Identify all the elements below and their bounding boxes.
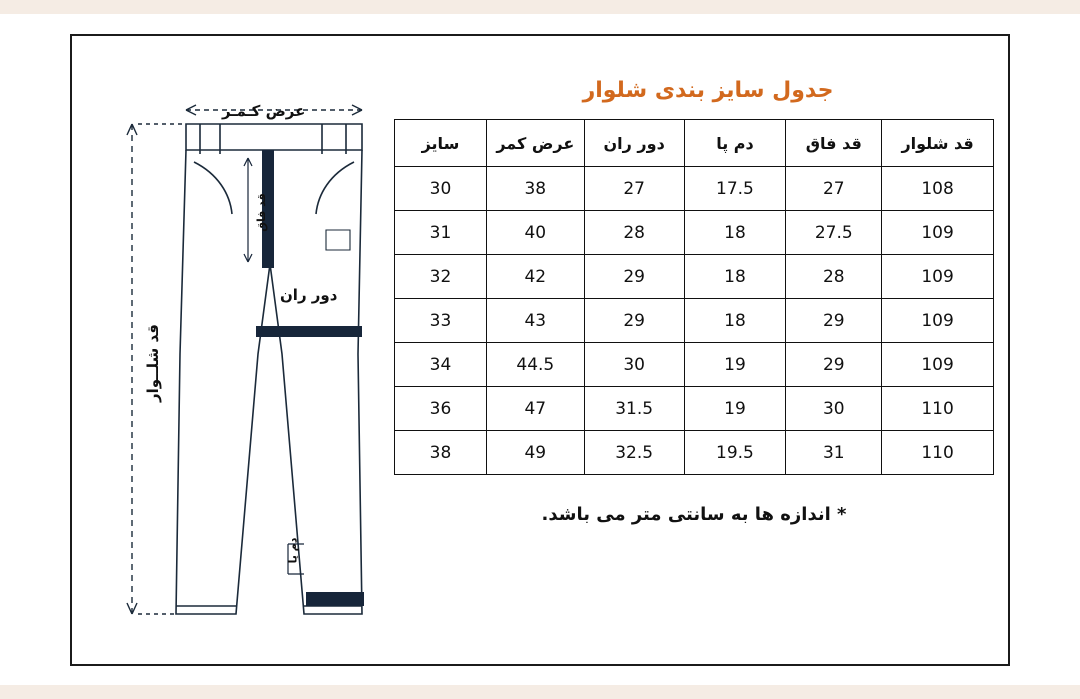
cell-leg-opening: 19 [684,343,786,387]
cell-length: 110 [882,431,994,475]
size-table-wrapper [394,119,994,475]
label-waist-width: عرض کـمـر [222,102,306,120]
cell-size: 30 [395,167,487,211]
table-row [395,255,994,299]
document-page [0,14,1080,685]
size-chart-card [70,34,1010,666]
table-row [395,299,994,343]
label-length: قد شلــوار [144,323,163,403]
cell-rise: 29 [786,299,882,343]
cell-leg-opening: 17.5 [684,167,786,211]
cell-length: 109 [882,255,994,299]
cell-length: 109 [882,211,994,255]
cell-size: 36 [395,387,487,431]
cell-size: 33 [395,299,487,343]
column-header: دور ران [584,120,684,167]
cell-size: 32 [395,255,487,299]
cell-waist: 40 [486,211,584,255]
table-row [395,167,994,211]
units-footnote: * اندازه ها به سانتی متر می باشد. [541,504,847,525]
cell-length: 109 [882,343,994,387]
cell-rise: 30 [786,387,882,431]
column-header: دم پا [684,120,786,167]
column-header: سایز [395,120,487,167]
table-header-row [395,120,994,167]
table-row [395,211,994,255]
label-rise: قد فاق [254,193,268,232]
cell-waist: 44.5 [486,343,584,387]
trousers-illustration [90,54,390,644]
column-header: عرض كمر [486,120,584,167]
cell-thigh: 29 [584,255,684,299]
table-row [395,343,994,387]
page-title: جدول سایز بندی شلوار [582,78,834,103]
cell-length: 109 [882,299,994,343]
trousers-diagram-svg [90,54,390,644]
table-row [395,387,994,431]
cell-size: 34 [395,343,487,387]
cell-thigh: 32.5 [584,431,684,475]
cell-rise: 27 [786,167,882,211]
cell-length: 110 [882,387,994,431]
cell-thigh: 28 [584,211,684,255]
cell-size: 31 [395,211,487,255]
size-table [394,119,994,475]
cell-leg-opening: 18 [684,299,786,343]
cell-leg-opening: 19 [684,387,786,431]
cell-waist: 43 [486,299,584,343]
cell-waist: 49 [486,431,584,475]
cell-rise: 29 [786,343,882,387]
cell-waist: 47 [486,387,584,431]
cell-thigh: 31.5 [584,387,684,431]
cell-leg-opening: 19.5 [684,431,786,475]
cell-thigh: 30 [584,343,684,387]
cell-leg-opening: 18 [684,255,786,299]
cell-rise: 28 [786,255,882,299]
cell-length: 108 [882,167,994,211]
label-leg-opening: دم پا [286,537,300,564]
column-header: قد شلوار [882,120,994,167]
cell-thigh: 29 [584,299,684,343]
cell-waist: 38 [486,167,584,211]
cell-rise: 31 [786,431,882,475]
cell-waist: 42 [486,255,584,299]
table-row [395,431,994,475]
cell-thigh: 27 [584,167,684,211]
cell-size: 38 [395,431,487,475]
column-header: قد فاق [786,120,882,167]
cell-rise: 27.5 [786,211,882,255]
cell-leg-opening: 18 [684,211,786,255]
label-thigh: دور ران [280,286,338,304]
